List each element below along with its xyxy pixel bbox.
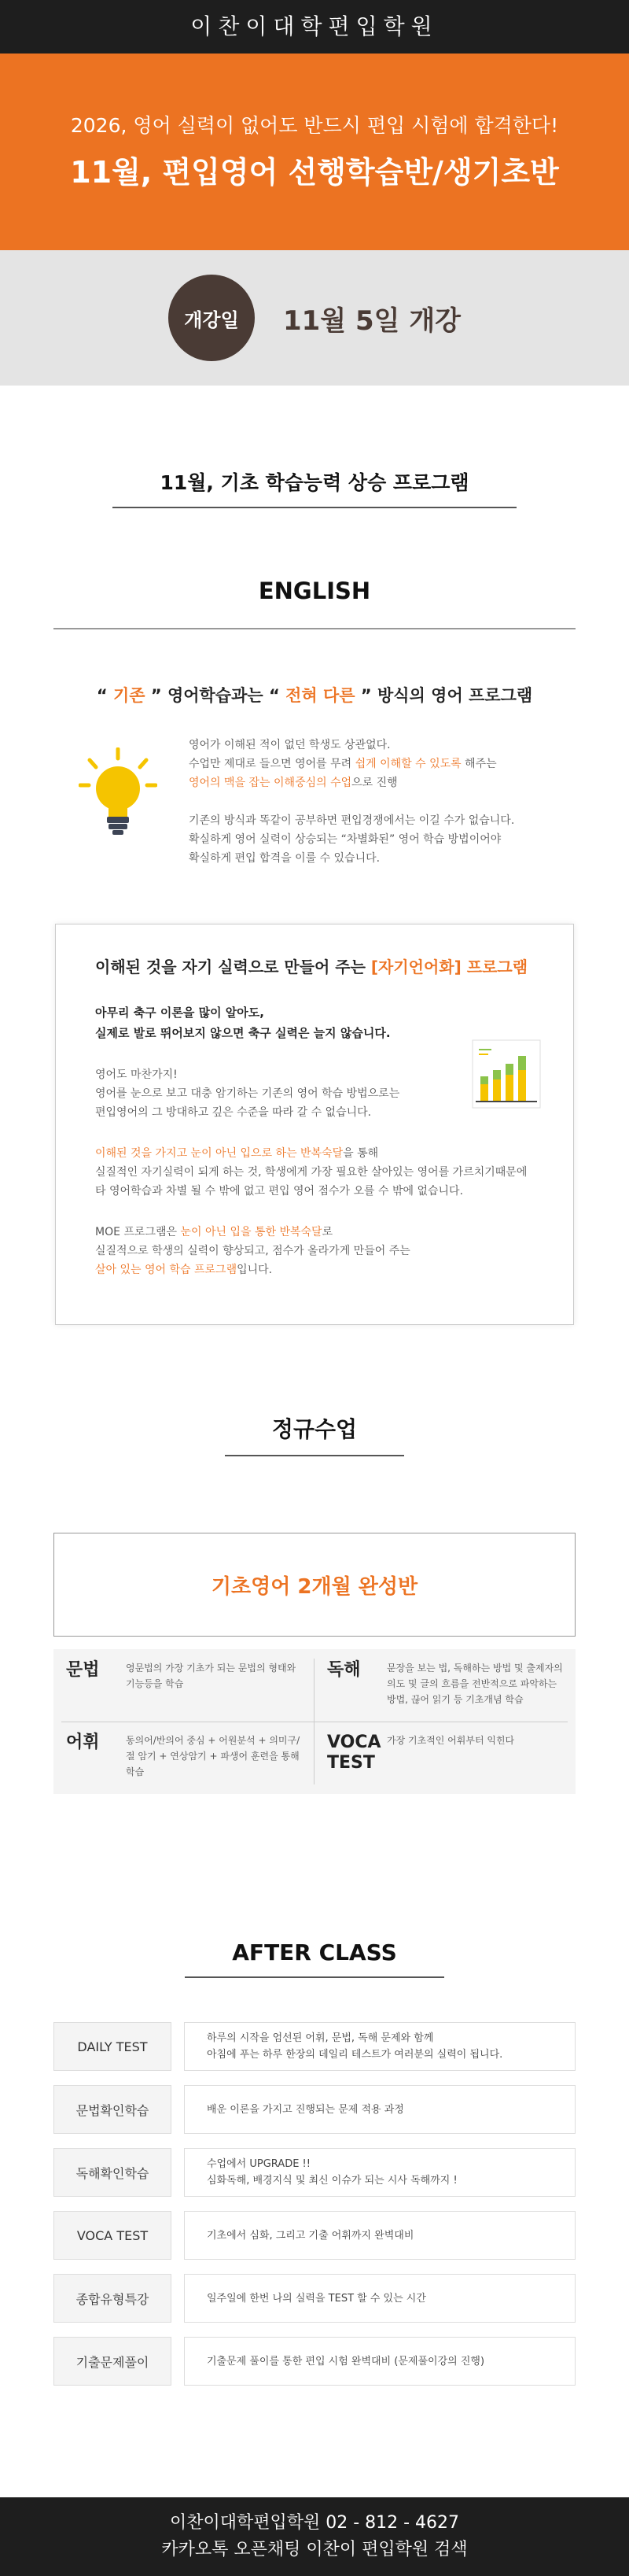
row-label: VOCA TEST [53, 2211, 171, 2260]
opening-badge: 개강일 [168, 275, 255, 361]
after-class-row [53, 2211, 576, 2260]
hero-banner [0, 54, 629, 250]
row-description [184, 2211, 576, 2260]
box-title-highlight: [자기언어화] 프로그램 [370, 958, 528, 976]
program-paragraph-1 [95, 1065, 534, 1122]
soccer-analogy [95, 1002, 534, 1043]
row-description [184, 2085, 576, 2134]
intro-line: 해주는 [461, 758, 497, 770]
intro-line: 영어가 이해된 적이 없던 학생도 상관없다. [189, 739, 391, 751]
paragraph-line: 을 통해 [343, 1147, 379, 1160]
growth-chart-icon [471, 1039, 542, 1109]
program-paragraph-3 [95, 1223, 534, 1279]
footer-phone: 이찬이대학편입학원 02 - 812 - 4627 [169, 2513, 460, 2533]
desc-line: 아침에 푸는 하루 한장의 데일리 테스트가 여러분의 실력이 됩니다. [207, 2049, 503, 2061]
curriculum-cell-vocabulary [53, 1722, 314, 1794]
curriculum-value: 문장을 보는 법, 독해하는 방법 및 출제자의 의도 및 글의 흐름을 전반적으로 파악하는 방법, 끊어 읽기 등 기초개념 학습 [387, 1663, 563, 1705]
desc-line: 배운 이론을 가지고 진행되는 문제 적용 과정 [207, 2103, 404, 2116]
curriculum-cell-reading [314, 1649, 576, 1722]
desc-line: 하루의 시작을 엄선된 어휘, 문법, 독해 문제와 함께 [207, 2032, 434, 2044]
english-intro [189, 736, 582, 868]
box-title-text: 이해된 것을 자기 실력으로 만들어 주는 [95, 958, 371, 976]
paragraph-highlight: 눈이 아닌 입을 통한 반복숙달 [180, 1226, 322, 1238]
english-heading: ENGLISH [258, 578, 371, 604]
intro-highlight: 영어의 맥을 잡는 이해중심의 수업 [189, 777, 352, 789]
analogy-line: 아무리 축구 이론을 많이 알아도, [95, 1006, 264, 1020]
desc-line: 심화독해, 배경지식 및 최신 이슈가 되는 시사 독해까지 ! [207, 2175, 458, 2187]
intro-highlight: 쉽게 이해할 수 있도록 [355, 758, 462, 770]
paragraph-line: 로 [322, 1226, 333, 1238]
desc-line: 수업에서 UPGRADE !! [207, 2158, 311, 2170]
row-description [184, 2274, 576, 2323]
analogy-line: 실제로 발로 뛰어보지 않으면 축구 실력은 늘지 않습니다. [95, 1026, 391, 1040]
intro-line: 확실하게 영어 실력이 상승되는 “차별화된” 영어 학습 방법이어야 [189, 833, 502, 846]
course-title: 기초영어 2개월 완성반 [53, 1533, 576, 1637]
program-paragraph-2 [95, 1144, 534, 1201]
regular-class-block [0, 1412, 629, 1456]
tagline-highlight-different: 전혀 다른 [285, 686, 355, 705]
after-class-row [53, 2337, 576, 2386]
paragraph-line: MOE 프로그램은 [95, 1226, 181, 1238]
regular-class-heading: 정규수업 [225, 1412, 404, 1456]
curriculum-value: 영문법의 가장 기초가 되는 문법의 형태와기능등을 학습 [126, 1663, 296, 1689]
intro-line: 으로 진행 [351, 777, 398, 789]
after-class-list [53, 2022, 576, 2400]
opening-date: 11월 5일 개강 [282, 304, 462, 337]
curriculum-key: 문법 [66, 1660, 100, 1680]
tagline-text-end: ” 방식의 영어 프로그램 [360, 686, 533, 705]
row-description [184, 2022, 576, 2071]
paragraph-highlight: 이해된 것을 가지고 눈이 아닌 입으로 하는 반복숙달 [95, 1147, 344, 1160]
english-tagline [0, 683, 629, 707]
tagline-text: ” 영어학습과는 “ [150, 686, 280, 705]
after-class-block [0, 1939, 629, 1978]
paragraph-line: 편입영어의 그 방대하고 깊은 수준을 따라 갈 수 없습니다. [95, 1106, 372, 1119]
paragraph-line: 입니다. [237, 1264, 273, 1276]
curriculum-value: 동의어/반의어 중심 + 어원분석 + 의미구/절 암기 + 연상암기 + 파생어 훈련을 통해 학습 [126, 1735, 300, 1777]
program-title: 11월, 기초 학습능력 상승 프로그램 [112, 467, 516, 508]
academy-header [0, 0, 629, 54]
curriculum-key: 독해 [327, 1660, 361, 1680]
paragraph-line: 타 영어학습과 차별 될 수 밖에 없고 편입 영어 점수가 오를 수 밖에 없습니다. [95, 1185, 464, 1198]
program-box-title [95, 954, 534, 977]
quote-open: “ [96, 686, 108, 705]
after-class-row [53, 2148, 576, 2197]
paragraph-line: 실질적으로 학생의 실력이 향상되고, 점수가 올라가게 만들어 주는 [95, 1245, 410, 1257]
desc-line: 기초에서 심화, 그리고 기출 어휘까지 완벽대비 [207, 2229, 414, 2242]
paragraph-line: 영어도 마찬가지! [95, 1068, 178, 1081]
light-bulb-icon [79, 747, 157, 842]
intro-line: 확실하게 편입 합격을 이룰 수 있습니다. [189, 852, 381, 865]
contact-footer [0, 2497, 629, 2576]
curriculum-key: VOCA TEST [327, 1733, 381, 1773]
row-label: 독해확인학습 [53, 2148, 171, 2197]
curriculum-value: 가장 기초적인 어휘부터 익힌다 [387, 1735, 515, 1746]
after-class-heading: AFTER CLASS [185, 1939, 443, 1978]
paragraph-line: 실질적인 자기실력이 되게 하는 것, 학생에게 가장 필요한 살아있는 영어를 가르치기때문에 [95, 1166, 528, 1179]
row-label: DAILY TEST [53, 2022, 171, 2071]
program-title-block [0, 467, 629, 508]
row-label: 기출문제풀이 [53, 2337, 171, 2386]
opening-strip [0, 250, 629, 386]
desc-line: 기출문제 풀이를 통한 편입 시험 완벽대비 (문제풀이강의 진행) [207, 2355, 485, 2367]
row-label: 문법확인학습 [53, 2085, 171, 2134]
row-description [184, 2148, 576, 2197]
desc-line: 일주일에 한번 나의 실력을 TEST 할 수 있는 시간 [207, 2292, 426, 2305]
curriculum-cell-voca-test [314, 1722, 576, 1794]
paragraph-line: 영어를 눈으로 보고 대충 암기하는 기존의 영어 학습 방법으로는 [95, 1087, 400, 1100]
curriculum-key: 어휘 [66, 1733, 100, 1752]
intro-line: 수업만 제대로 들으면 영어를 무려 [189, 758, 355, 770]
row-description [184, 2337, 576, 2386]
row-label: 종합유형특강 [53, 2274, 171, 2323]
after-class-row [53, 2274, 576, 2323]
footer-kakao: 카카오톡 오픈채팅 이찬이 편입학원 검색 [161, 2540, 468, 2559]
hero-subtitle: 2026, 영어 실력이 없어도 반드시 편입 시험에 합격한다! [70, 114, 559, 137]
curriculum-cell-grammar [53, 1649, 314, 1722]
divider [53, 628, 576, 629]
tagline-highlight-existing: 기존 [112, 686, 145, 705]
intro-line: 기존의 방식과 똑같이 공부하면 편입경쟁에서는 이길 수가 없습니다. [189, 814, 515, 827]
paragraph-highlight: 살아 있는 영어 학습 프로그램 [95, 1264, 237, 1276]
curriculum-grid [53, 1649, 576, 1794]
self-language-program-box [55, 924, 574, 1325]
after-class-row [53, 2022, 576, 2071]
academy-title: 이찬이대학편입학원 [190, 13, 439, 39]
after-class-row [53, 2085, 576, 2134]
hero-title: 11월, 편입영어 선행학습반/생기초반 [70, 155, 559, 190]
